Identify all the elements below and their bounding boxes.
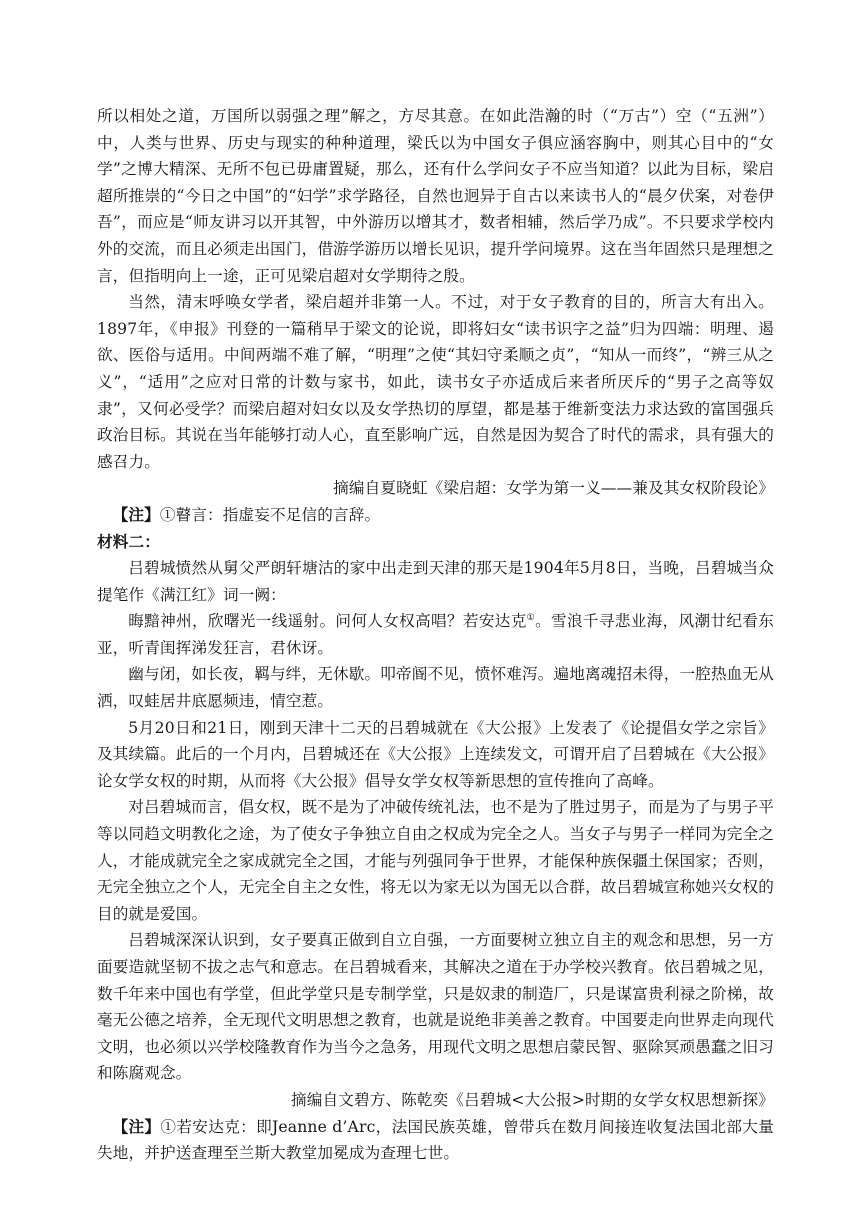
paragraph: 吕碧城深深认识到，女子要真正做到自立自强，一方面要树立独立自主的观念和思想，另一方面要造就坚韧不拔之志气和意志。在吕碧城看来，其解决之道在于办学校兴教育。依吕碧城之见，数千年来中国也有学堂，但此学堂只是专制学堂，只是奴隶的制造厂，只是谋富贵利禄之阶梯，故毫无公德之培养，全无现代文明思想之教育，也就是说绝非美善之教育。中国要走向世界走向现代文明，也必须以兴学校隆教育作为当今之急务，用现代文明之思想启蒙民智、驱除冥顽愚蠢之旧习和陈腐观念。: [97, 931, 774, 1083]
poem-text: 晦黯神州，欣曙光一线遥射。问何人女权高唱？若安达克: [128, 612, 527, 631]
poem-stanza: 幽与闭，如长夜，羁与绊，无休歇。叩帝阍不见，愤怀难泻。遍地离魂招未得，一腔热血无从洒，叹蛙居井底愿频违，情空惹。: [97, 665, 774, 711]
section-heading: 材料二：: [97, 531, 160, 551]
poem-text: 。雪浪千寻悲业海，风潮廿纪看东亚，听青闺挥涕发狂言，君休讶。: [97, 612, 774, 657]
document-page: [97, 103, 774, 1167]
note-label: 【注】: [112, 504, 160, 524]
source-citation: 摘编自文碧方、陈乾奕《吕碧城<大公报>时期的女学女权思想新探》: [290, 1090, 774, 1109]
paragraph: 对吕碧城而言，倡女权，既不是为了冲破传统礼法，也不是为了胜过男子，而是为了与男子平等以同趋文明教化之途，为了使女子争独立自由之权成为完全之人。当女子与男子一样同为完全之人，才能成就完全之家成就完全之国，才能与列强同争于世界，才能保种族保疆土保国家；否则，无完全独立之个人，无完全自主之女性，将无以为家无以为国无以合群，故吕碧城宣称她兴女权的目的就是爱国。: [97, 798, 774, 923]
source-citation: 摘编自夏晓虹《梁启超：女学为第一义——兼及其女权阶段论》: [333, 479, 774, 498]
note-label: 【注】: [112, 1116, 161, 1136]
paragraph: 5月20日和21日，刚到天津十二天的吕碧城就在《大公报》上发表了《论提倡女学之宗旨》及其续篇。此后的一个月内，吕碧城还在《大公报》上连续发文，可谓开启了吕碧城在《大公报》论女学女权的时期，从而将《大公报》倡导女学女权等新思想的宣传推向了高峰。: [97, 718, 774, 790]
paragraph-continued: 所以相处之道，万国所以弱强之理”解之，方尽其意。在如此浩瀚的时（“万古”）空（“五洲”）中，人类与世界、历史与现实的种种道理，梁氏以为中国女子俱应涵容胸中，则其心目中的“女学”之博大精深、无所不包已毋庸置疑，那么，还有什么学问女子不应当知道？以此为目标，梁启超所推崇的“今日之中国”的“妇学”求学路径，自然也迥异于自古以来读书人的“晨夕伏案，对卷伊吾”，而应是“师友讲习以开其智，中外游历以增其才，数者相辅，然后学乃成”。不只要求学校内外的交流，而且必须走出国门，借游学游历以增长见识，提升学问境界。这在当年固然只是理想之言，但指明向上一途，正可见梁启超对女学期待之殷。: [97, 107, 774, 285]
note-text: ①瞽言：指虚妄不足信的言辞。: [159, 505, 381, 524]
footnote: [97, 1114, 774, 1167]
footnote: [97, 502, 774, 529]
footnote-marker: ①: [526, 613, 536, 624]
note-text: ①若安达克：即Jeanne d’Arc，法国民族英雄，曾带兵在数月间接连收复法国北部大量失地，并护送查理至兰斯大教堂加冕成为查理七世。: [97, 1117, 774, 1163]
poem-stanza: [97, 608, 774, 661]
paragraph: 当然，清末呼唤女学者，梁启超并非第一人。不过，对于女子教育的目的，所言大有出入。1897年，《申报》刊登的一篇稍早于梁文的论说，即将妇女“读书识字之益”归为四端：明理、遏欲、医俗与适用。中间两端不难了解，“明理”之使“其妇守柔顺之贞”，“知从一而终”，“辨三从之义”，“适用”之应对日常的计数与家书，如此，读书女子亦适成后来者所厌斥的“男子之高等奴隶”，又何必受学？而梁启超对妇女以及女学热切的厚望，都是基于维新变法力求达致的富国强兵政治目标。其说在当年能够打动人心，直至影响广远，自然是因为契合了时代的需求，具有强大的感召力。: [97, 293, 774, 471]
paragraph: 吕碧城愤然从舅父严朗轩塘沽的家中出走到天津的那天是1904年5月8日，当晚，吕碧城当众提笔作《满江红》词一阙：: [97, 559, 774, 604]
